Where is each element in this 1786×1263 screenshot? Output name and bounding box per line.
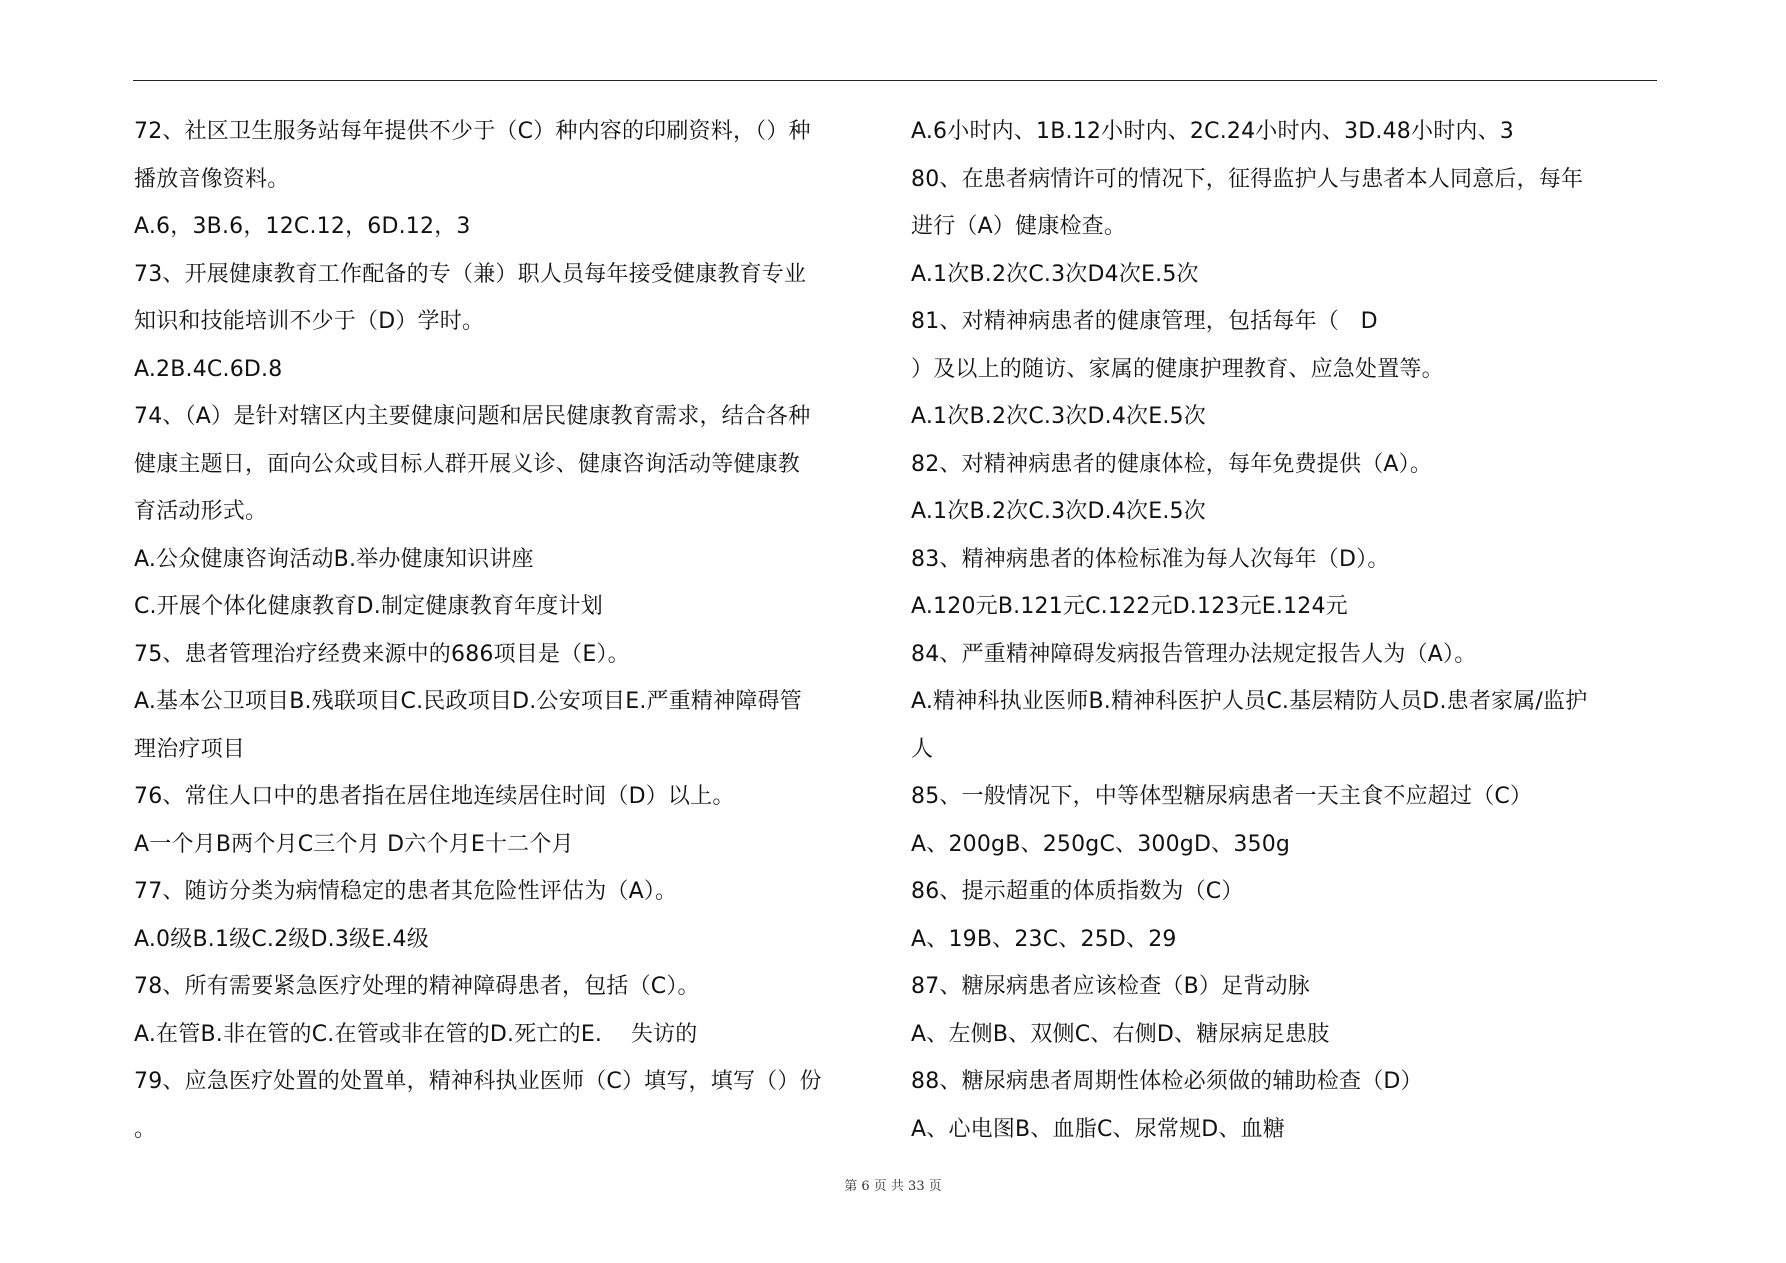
text-line: 85、一般情况下，中等体型糖尿病患者一天主食不应超过（C）	[911, 784, 1533, 809]
text-line: 86、提示超重的体质指数为（C）	[911, 879, 1244, 904]
text-line: 播放音像资料。	[134, 166, 290, 192]
text-line: 74、（A）是针对辖区内主要健康问题和居民健康教育需求，结合各种	[134, 404, 811, 429]
text-line: A.6小时内、1B.12小时内、2C.24小时内、3D.48小时内、3	[911, 119, 1514, 144]
text-line: 84、严重精神障碍发病报告管理办法规定报告人为（A）。	[911, 641, 1477, 667]
text-line: 知识和技能培训不少于（D）学时。	[134, 309, 485, 334]
text-line: A.1次B.2次C.3次D.4次E.5次	[911, 404, 1206, 429]
text-line: 72、社区卫生服务站每年提供不少于（C）种内容的印刷资料，（）种	[134, 119, 811, 144]
text-line: A、左侧B、双侧C、右侧D、糖尿病足患肢	[911, 1021, 1330, 1047]
text-line: A.精神科执业医师B.精神科医护人员C.基层精防人员D.患者家属/监护	[911, 689, 1588, 714]
text-line: 76、常住人口中的患者指在居住地连续居住时间（D）以上。	[134, 784, 735, 809]
text-line: A.6，3B.6，12C.12，6D.12，3	[134, 214, 471, 239]
header-rule	[133, 80, 1657, 81]
text-line: A.1次B.2次C.3次D.4次E.5次	[911, 499, 1206, 524]
text-line: A.基本公卫项目B.残联项目C.民政项目D.公安项目E.严重精神障碍管	[134, 689, 802, 714]
text-line: 88、糖尿病患者周期性体检必须做的辅助检查（D）	[911, 1069, 1423, 1094]
text-line: A、200gB、250gC、300gD、350g	[911, 831, 1291, 857]
text-line: A.公众健康咨询活动B.举办健康知识讲座	[134, 546, 534, 572]
text-line: 78、所有需要紧急医疗处理的精神障碍患者，包括（C）。	[134, 974, 700, 999]
text-line: C.开展个体化健康教育D.制定健康教育年度计划	[134, 594, 603, 619]
text-line: A.在管B.非在管的C.在管或非在管的D.死亡的E. 失访的	[134, 1021, 698, 1047]
text-line: A.2B.4C.6D.8	[134, 356, 283, 382]
left-column	[134, 108, 874, 1153]
page-footer: 第 6 页 共 33 页	[844, 1179, 942, 1194]
text-line: ）及以上的随访、家属的健康护理教育、应急处置等。	[911, 356, 1444, 382]
text-line: A.120元B.121元C.122元D.123元E.124元	[911, 594, 1348, 619]
text-line: 。	[134, 1116, 157, 1142]
right-column	[911, 108, 1656, 1153]
text-line: 73、开展健康教育工作配备的专（兼）职人员每年接受健康教育专业	[134, 261, 807, 287]
text-line: 80、在患者病情许可的情况下，征得监护人与患者本人同意后，每年	[911, 166, 1584, 192]
text-line: 75、患者管理治疗经费来源中的686项目是（E）。	[134, 641, 630, 667]
text-line: 人	[911, 736, 934, 762]
text-line: 81、对精神病患者的健康管理，包括每年（ D	[911, 309, 1378, 334]
text-line: 79、应急医疗处置的处置单，精神科执业医师（C）填写，填写（）份	[134, 1069, 822, 1094]
text-line: 77、随访分类为病情稳定的患者其危险性评估为（A）。	[134, 879, 678, 904]
text-line: 进行（A）健康检查。	[911, 214, 1127, 239]
text-line: A.0级B.1级C.2级D.3级E.4级	[134, 926, 429, 952]
text-line: 育活动形式。	[134, 499, 268, 524]
text-line: A、心电图B、血脂C、尿常规D、血糖	[911, 1116, 1286, 1142]
text-line: 健康主题日，面向公众或目标人群开展义诊、健康咨询活动等健康教	[134, 451, 801, 477]
text-line: A.1次B.2次C.3次D4次E.5次	[911, 261, 1199, 287]
text-line: A一个月B两个月C三个月 D六个月E十二个月	[134, 831, 574, 857]
text-line: 理治疗项目	[134, 736, 246, 762]
text-line: A、19B、23C、25D、29	[911, 926, 1177, 952]
text-line: 87、糖尿病患者应该检查（B）足背动脉	[911, 974, 1310, 999]
text-line: 83、精神病患者的体检标准为每人次每年（D）。	[911, 546, 1390, 572]
text-line: 82、对精神病患者的健康体检，每年免费提供（A）。	[911, 451, 1433, 477]
